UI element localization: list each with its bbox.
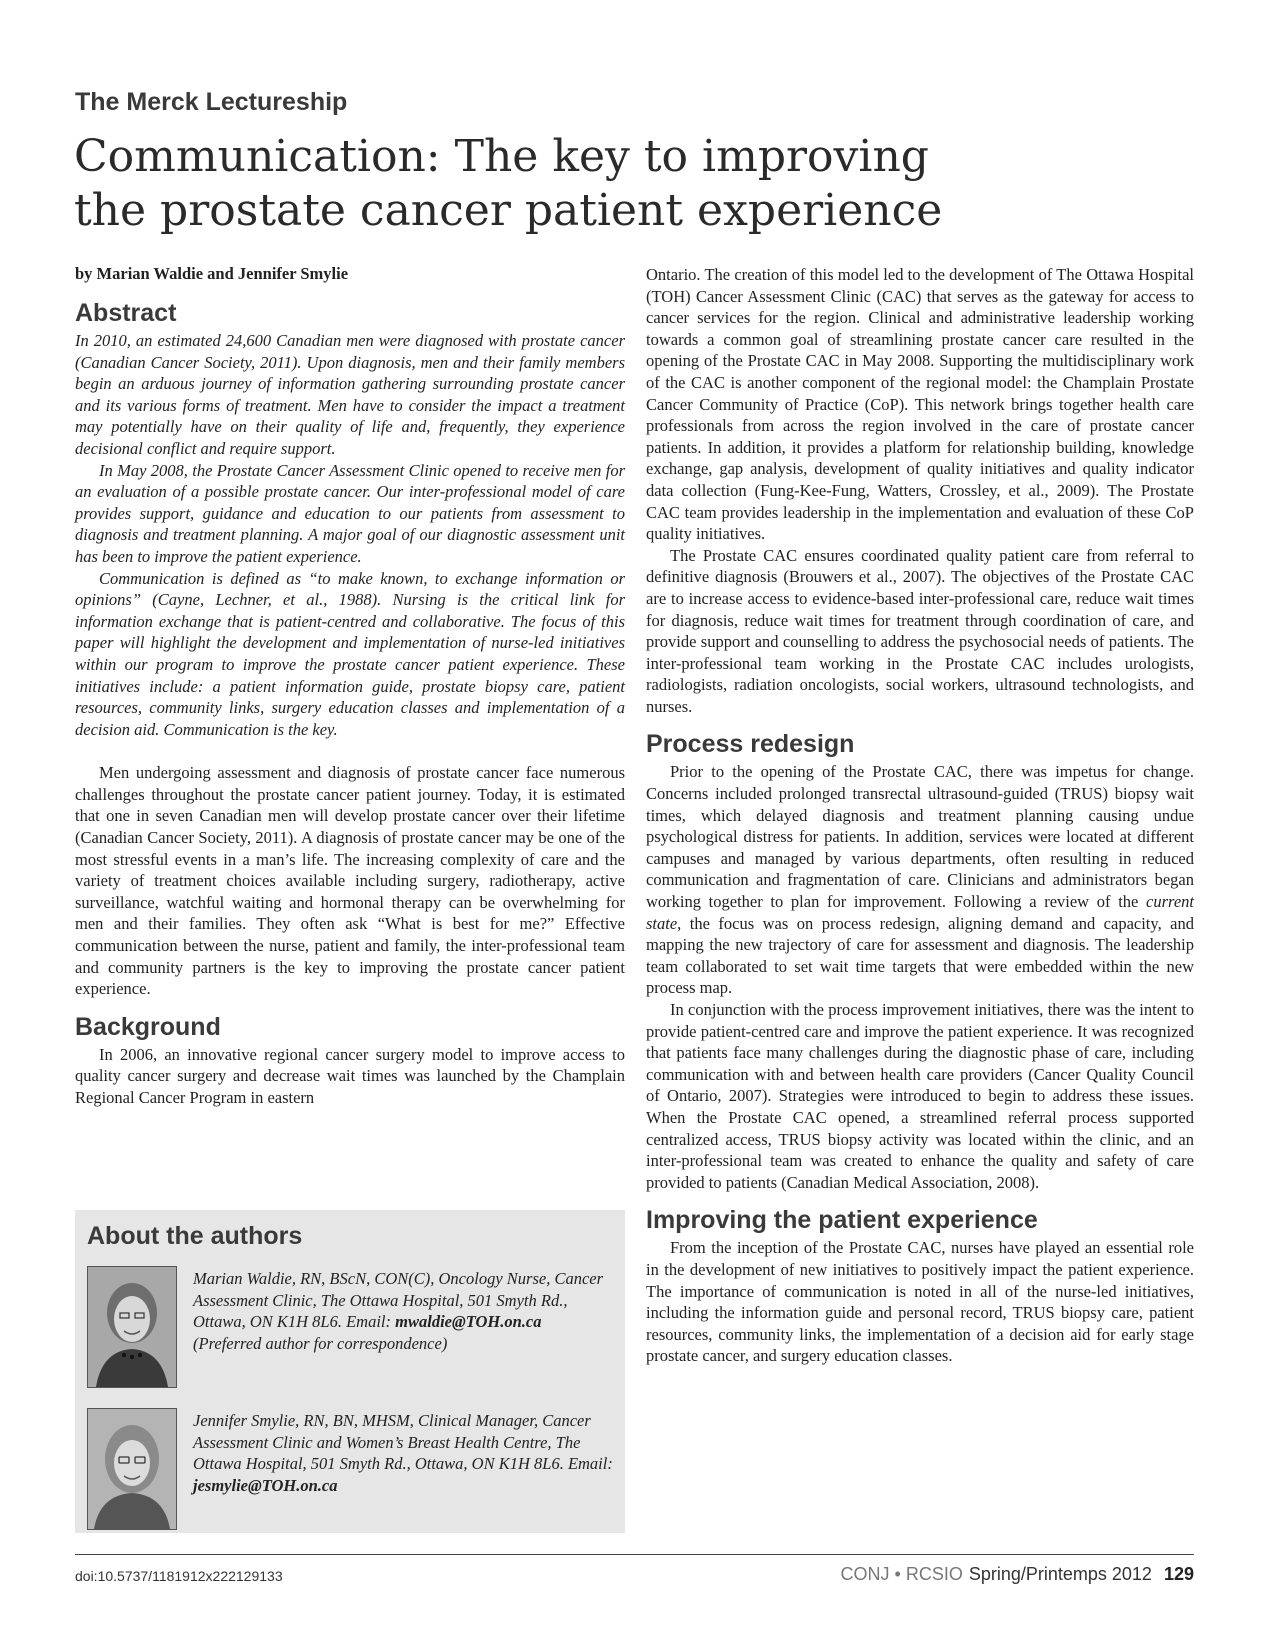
abstract-section (75, 298, 625, 740)
journal-name-fr: RCSIO (905, 1564, 963, 1584)
abstract-paragraph: Communication is defined as “to make known, to exchange information or opinions” (Cayne, Lechner, et al., 1988). Nursing is the critical link for information exchange that is patient-centred and collaborative. The focus of this paper will highlight the development and implementation of nurse-led initiatives within our program to improve the prostate cancer patient experience. These initiatives include: a patient information guide, prostate biopsy care, patient resources, community links, surgery education classes and implementation of a decision aid. Communication is the key. (75, 568, 625, 739)
page-number: 129 (1163, 1564, 1194, 1584)
abstract-paragraph: In 2010, an estimated 24,600 Canadian men were diagnosed with prostate cancer (Canadian Cancer Society, 2011). Upon diagnosis, men and their family members begin an arduous journey of information gathering surrounding prostate cancer and its various forms of treatment. Men have to consider the impact a treatment may potentially have on their quality of life and, frequently, they experience decisional conflict and require support. (75, 331, 625, 458)
process-paragraph: Prior to the opening of the Prostate CAC, there was impetus for change. Concerns included prolonged transrectal ultrasound-guided (TRUS) biopsy wait times, which delayed diagnosis and treatment planning causing undue psychological distress for patients. In addition, services were located at different campuses and managed by various departments, often resulting in reduced communication and fragmentation of care. Clinicians and administrators began working together to plan for improvement. Following a review of the current state, the focus was on process redesign, aligning demand and capacity, and mapping the new trajectory of care for assessment and diagnosis. The leadership team collaborated to set wait time targets that were embedded within the new process map. (646, 762, 1194, 998)
journal-name-en: CONJ (840, 1564, 890, 1584)
issue-label: Spring/Printemps 2012 (968, 1564, 1152, 1584)
doi-reference: doi:10.5737/1181912x222129133 (75, 1568, 283, 1584)
intro-paragraph: Men undergoing assessment and diagnosis of prostate cancer face numerous challenges throughout the prostate cancer patient journey. Today, it is estimated that one in seven Canadian men will develop prostate cancer over their lifetime (Canadian Cancer Society, 2011). A diagnosis of prostate cancer may be one of the most stressful events in a man’s life. The increasing complexity of care and the variety of treatment choices available including surgery, radiotherapy, active surveillance, watchful waiting and hormonal therapy can be overwhelming for men and their families. They often ask “What is best for me?” Effective communication between the nurse, patient and family, the inter-professional team and community partners is the key to improving the prostate cancer patient experience. (75, 763, 625, 999)
section-kicker: The Merck Lectureship (75, 88, 348, 116)
author-bio-waldie: Marian Waldie, RN, BScN, CON(C), Oncology Nurse, Cancer Assessment Clinic, The Ottawa Hospital, 501 Smyth Rd., Ottawa, ON K1H 8L6. Email: mwaldie@TOH.on.ca (Preferred author for correspondence) (193, 1269, 604, 1353)
authors-heading: About the authors (87, 1222, 303, 1250)
background-paragraph: The Prostate CAC ensures coordinated quality patient care from referral to definitive diagnosis (Brouwers et al., 2007). The objectives of the Prostate CAC are to increase access to evidence-based inter-professional care, reduce wait times for diagnosis, reduce wait times for treatment through coordination of care, and provide support and counselling to address the psychosocial needs of patients. The inter-professional team working in the Prostate CAC includes urologists, radiologists, radiation oncologists, social workers, ultrasound technologists, and nurses. (646, 545, 1194, 716)
process-paragraph: In conjunction with the process improvement initiatives, there was the intent to provide patient-centred care and improve the patient experience. It was recognized that patients face many challenges during the diagnostic phase of care, including communication with and between health care providers (Cancer Quality Council of Ontario, 2007). Strategies were introduced to begin to address these issues. When the Prostate CAC opened, a streamlined referral process supported centralized access, TRUS biopsy activity was located within the clinic, and an inter-professional team was created to enhance the quality and safety of care provided to patients (Canadian Medical Association, 2008). (646, 1000, 1194, 1192)
email-link-waldie[interactable]: mwaldie@TOH.on.ca (395, 1312, 542, 1332)
article-title-line-1: Communication: The key to improving (74, 131, 929, 182)
right-column (646, 264, 1194, 1367)
process-redesign-heading: Process redesign (646, 730, 855, 759)
author-photo-smylie (87, 1408, 177, 1530)
email-link-smylie[interactable]: jesmylie@TOH.on.ca (193, 1475, 338, 1495)
author-photo-waldie (87, 1266, 177, 1388)
background-paragraph-continued: Ontario. The creation of this model led to the development of The Ottawa Hospital (TOH) Cancer Assessment Clinic (CAC) that serves as the gateway for access to cancer services for the region. Clinical and administrative leadership working towards a common goal of streamlining prostate cancer care resulted in the opening of the Prostate CAC in May 2008. Supporting the multidisciplinary work of the CAC is another component of the regional model: the Champlain Prostate Cancer Community of Practice (CoP). This network brings together health care professionals from across the region involved in the care of prostate cancer patients. In addition, it provides a platform for relationship building, knowledge exchange, gap analysis, development of quality initiatives and quality indicator data collection (Fung-Kee-Fung, Watters, Crossley, et al., 2009). The Prostate CAC team provides leadership in the implementation and evaluation of these CoP quality initiatives. (646, 265, 1194, 544)
article-title (74, 130, 1194, 238)
byline: by Marian Waldie and Jennifer Smylie (75, 264, 349, 283)
improving-experience-heading: Improving the patient experience (646, 1206, 1038, 1235)
footer-rule (75, 1554, 1194, 1555)
background-heading: Background (75, 1012, 221, 1041)
about-the-authors-box (75, 1210, 625, 1533)
background-paragraph-start: In 2006, an innovative regional cancer surgery model to improve access to quality cancer surgery and decrease wait times was launched by the Champlain Regional Cancer Program in eastern (75, 1044, 625, 1107)
author-bio-smylie: Jennifer Smylie, RN, BN, MHSM, Clinical Manager, Cancer Assessment Clinic and Women’s Breast Health Centre, The Ottawa Hospital, 501 Smyth Rd., Ottawa, ON K1H 8L6. Email: jesmylie@TOH.on.ca (193, 1411, 613, 1495)
emphasis-current-state: current state (646, 892, 1194, 933)
journal-footer (841, 1564, 1194, 1585)
abstract-paragraph: In May 2008, the Prostate Cancer Assessment Clinic opened to receive men for an evaluation of a possible prostate cancer. Our inter-professional model of care provides support, guidance and education to our patients from assessment to diagnosis and treatment planning. A major goal of our diagnostic assessment unit has been to improve the patient experience. (75, 460, 625, 566)
separator-dot: • (894, 1564, 901, 1584)
article-title-line-2: the prostate cancer patient experience (74, 185, 943, 236)
abstract-heading: Abstract (75, 299, 177, 327)
left-column (75, 298, 625, 1109)
improving-paragraph: From the inception of the Prostate CAC, nurses have played an essential role in the development of new initiatives to positively impact the patient experience. The importance of communication is noted in all of the nurse-led initiatives, including the information guide and personal record, TRUS biopsy care, patient resources, community links, the implementation of a decision aid for early stage prostate cancer, and surgery education classes. (646, 1238, 1194, 1366)
